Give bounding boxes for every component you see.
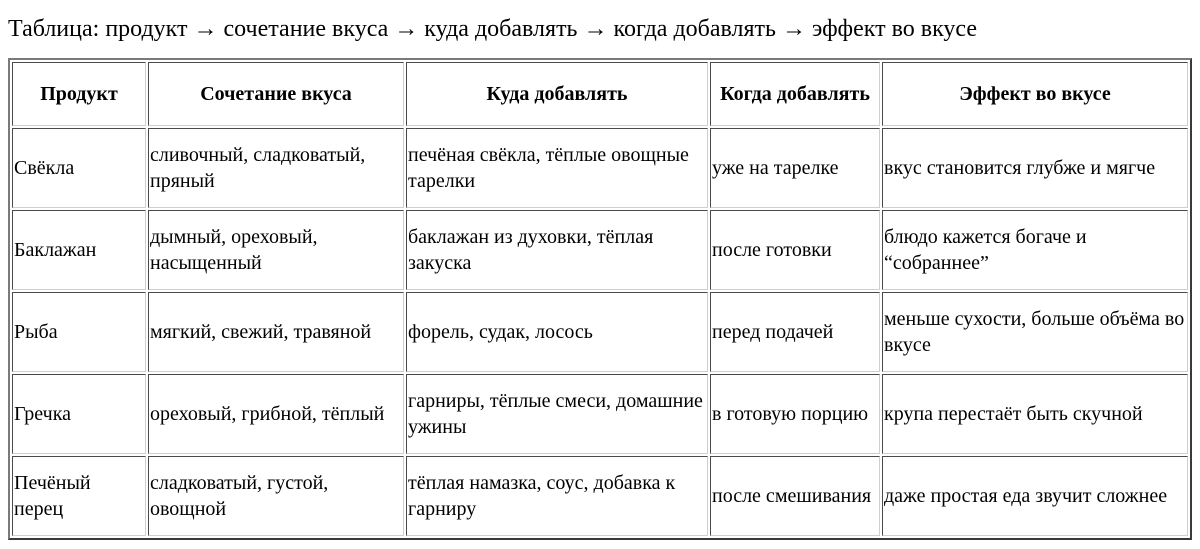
table-row bbox=[12, 128, 1188, 208]
cell-when-to-add: после готовки bbox=[710, 210, 880, 290]
cell-taste-effect: крупа перестаёт быть скучной bbox=[882, 374, 1188, 454]
header-when-to-add: Когда добавлять bbox=[710, 62, 880, 126]
cell-taste-effect: меньше сухости, больше объёма во вкусе bbox=[882, 292, 1188, 372]
cell-product: Гречка bbox=[12, 374, 146, 454]
header-where-to-add: Куда добавлять bbox=[406, 62, 708, 126]
cell-where-to-add: тёплая намазка, соус, добавка к гарниру bbox=[406, 456, 708, 536]
cell-flavor-pairing: мягкий, свежий, травяной bbox=[148, 292, 404, 372]
table-row bbox=[12, 210, 1188, 290]
cell-taste-effect: блюдо кажется богаче и “собраннее” bbox=[882, 210, 1188, 290]
cell-flavor-pairing: сливочный, сладковатый, пряный bbox=[148, 128, 404, 208]
cell-flavor-pairing: ореховый, грибной, тёплый bbox=[148, 374, 404, 454]
cell-product: Печёный перец bbox=[12, 456, 146, 536]
table-caption: Таблица: продукт → сочетание вкуса → куда добавлять → когда добавлять → эффект во вкусе bbox=[8, 16, 978, 42]
cell-where-to-add: гарниры, тёплые смеси, домашние ужины bbox=[406, 374, 708, 454]
table-row bbox=[12, 374, 1188, 454]
cell-when-to-add: после смешивания bbox=[710, 456, 880, 536]
header-flavor-pairing: Сочетание вкуса bbox=[148, 62, 404, 126]
cell-where-to-add: печёная свёкла, тёплые овощные тарелки bbox=[406, 128, 708, 208]
cell-where-to-add: баклажан из духовки, тёплая закуска bbox=[406, 210, 708, 290]
table-row bbox=[12, 292, 1188, 372]
flavor-table bbox=[8, 58, 1192, 540]
cell-product: Свёкла bbox=[12, 128, 146, 208]
table-row bbox=[12, 456, 1188, 536]
header-taste-effect: Эффект во вкусе bbox=[882, 62, 1188, 126]
cell-when-to-add: в готовую порцию bbox=[710, 374, 880, 454]
header-product: Продукт bbox=[12, 62, 146, 126]
cell-product: Рыба bbox=[12, 292, 146, 372]
cell-where-to-add: форель, судак, лосось bbox=[406, 292, 708, 372]
cell-flavor-pairing: сладковатый, густой, овощной bbox=[148, 456, 404, 536]
cell-product: Баклажан bbox=[12, 210, 146, 290]
table-header-row bbox=[12, 62, 1188, 126]
cell-flavor-pairing: дымный, ореховый, насыщенный bbox=[148, 210, 404, 290]
cell-taste-effect: даже простая еда звучит сложнее bbox=[882, 456, 1188, 536]
cell-when-to-add: уже на тарелке bbox=[710, 128, 880, 208]
cell-taste-effect: вкус становится глубже и мягче bbox=[882, 128, 1188, 208]
cell-when-to-add: перед подачей bbox=[710, 292, 880, 372]
